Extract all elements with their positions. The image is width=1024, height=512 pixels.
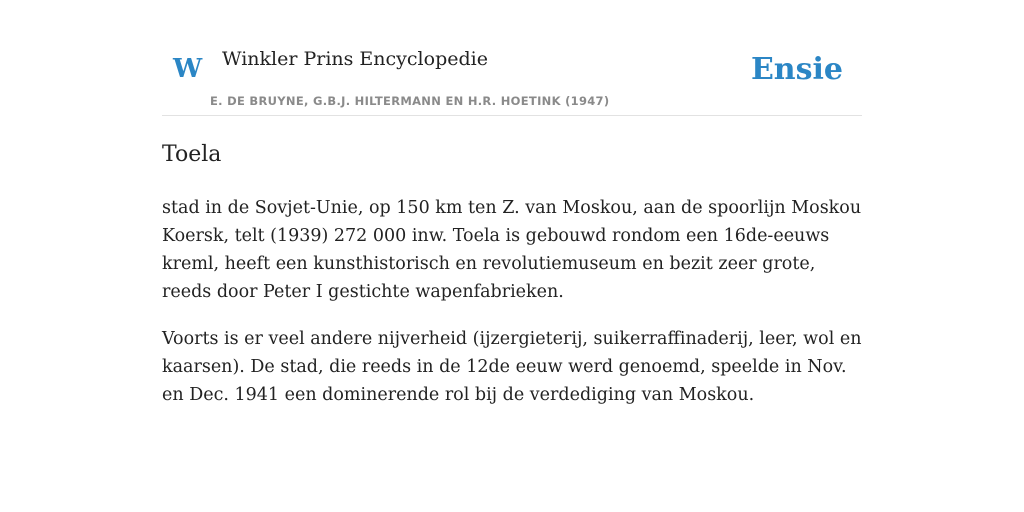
ensie-logo-link[interactable]: Ensie [750, 52, 843, 87]
source-authors: E. DE BRUYNE, G.B.J. HILTERMANN EN H.R. HOETINK (1947) [210, 94, 610, 108]
article-paragraph: stad in de Sovjet-Unie, op 150 km ten Z. van Moskou, aan de spoorlijn Moskou Koersk, telt (1939) 272 000 inw. Toela is gebouwd rondom een 16de-eeuws kreml, heeft een kunsthistorisch en revolutiemuseum en bezit zeer grote, reeds door Peter I gestichte wapenfabrieken. [162, 198, 862, 302]
article-title: Toela [162, 142, 222, 167]
article-body [162, 194, 862, 409]
source-header [162, 0, 862, 116]
article-paragraph: Voorts is er veel andere nijverheid (ijzergieterij, suikerraffinaderij, leer, wol en kaarsen). De stad, die reeds in de 12de eeuw werd genoemd, speelde in Nov. en Dec. 1941 een dominerende rol bij de verdediging van Moskou. [162, 329, 862, 405]
encyclopedia-logo-icon[interactable]: W [173, 54, 203, 84]
page-container [162, 0, 862, 409]
source-title[interactable]: Winkler Prins Encyclopedie [222, 48, 488, 70]
